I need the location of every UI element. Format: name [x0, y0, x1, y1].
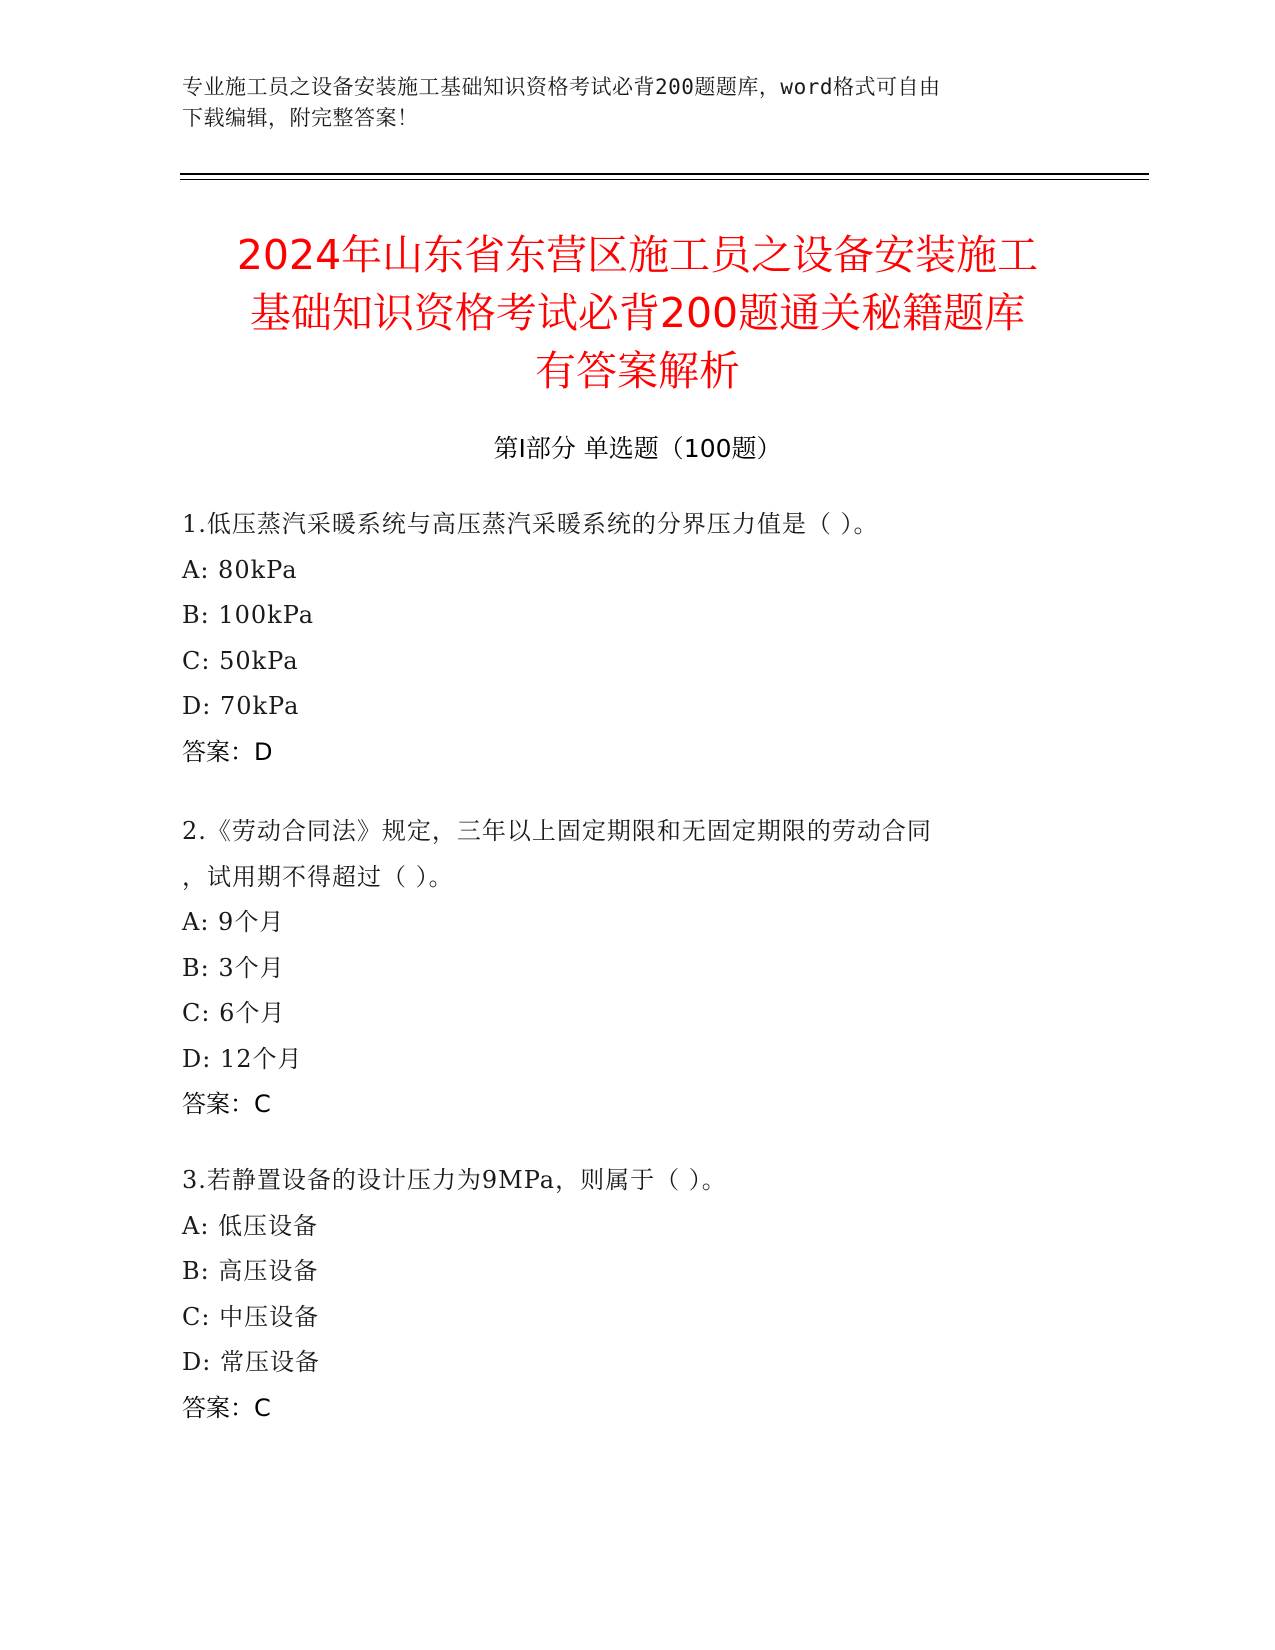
option-a: A: 80kPa — [182, 555, 298, 584]
document-title-line: 有答案解析 — [535, 347, 740, 395]
question-3 — [182, 1158, 1082, 1431]
header-divider-thin — [180, 179, 1149, 180]
option-c: C: 6个月 — [182, 999, 286, 1027]
option-d: D: 70kPa — [182, 692, 300, 720]
header-note-line: 专业施工员之设备安装施工基础知识资格考试必背200题题库，word格式可自由 — [182, 75, 941, 99]
option-c: C: 50kPa — [182, 646, 299, 675]
document-title-line: 基础知识资格考试必背200题通关秘籍题库 — [249, 289, 1026, 337]
header-note — [182, 72, 1062, 134]
answer-key: 答案：C — [182, 1090, 271, 1118]
header-note-line: 下载编辑，附完整答案！ — [182, 106, 419, 130]
question-stem: 3.若静置设备的设计压力为9MPa，则属于（ ）。 — [182, 1166, 727, 1194]
question-1 — [182, 502, 1082, 775]
option-c: C: 中压设备 — [182, 1302, 320, 1331]
question-2 — [182, 809, 1082, 1128]
option-d: D: 12个月 — [182, 1044, 303, 1073]
document-title-line: 2024年山东省东营区施工员之设备安装施工 — [236, 231, 1039, 279]
question-stem: 1.低压蒸汽采暖系统与高压蒸汽采暖系统的分界压力值是（ ）。 — [182, 510, 879, 538]
section-title: 第Ⅰ部分 单选题（100题） — [493, 434, 782, 463]
answer-key: 答案：D — [182, 737, 273, 766]
header-divider-thick — [180, 173, 1149, 175]
document-title — [160, 226, 1115, 400]
option-b: B: 100kPa — [182, 601, 315, 629]
option-d: D: 常压设备 — [182, 1348, 320, 1376]
answer-key: 答案：C — [182, 1393, 271, 1422]
option-b: B: 高压设备 — [182, 1257, 319, 1285]
question-stem: 2.《劳动合同法》规定，三年以上固定期限和无固定期限的劳动合同 — [182, 817, 932, 845]
option-a: A: 低压设备 — [182, 1211, 319, 1240]
option-b: B: 3个月 — [182, 953, 285, 982]
option-a: A: 9个月 — [182, 908, 285, 936]
question-stem-continued: ，试用期不得超过（ ）。 — [182, 862, 454, 891]
